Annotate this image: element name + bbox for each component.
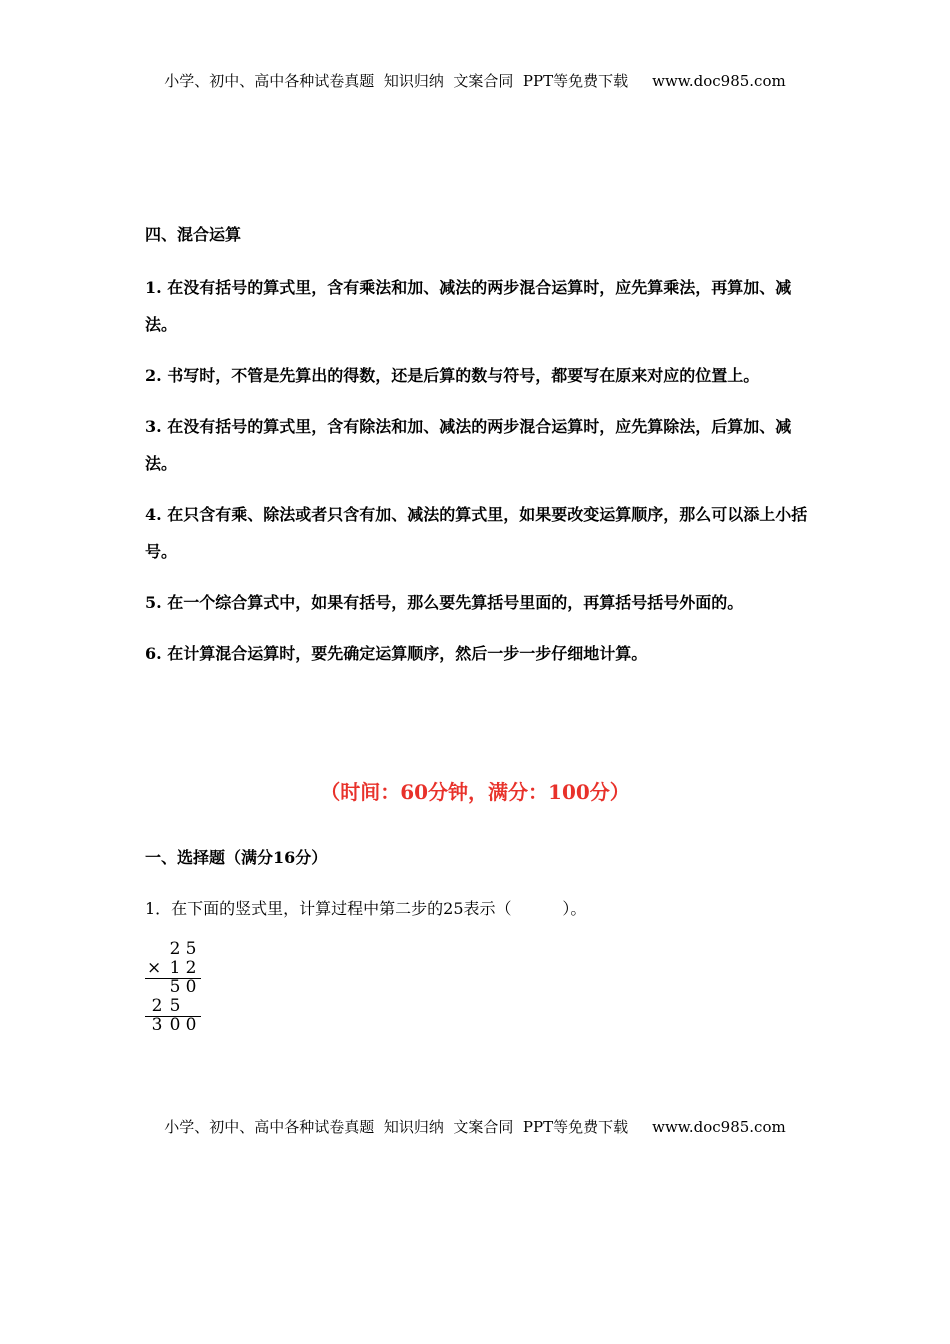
vertical-row-partial-1 <box>145 978 201 997</box>
times-sign: × <box>147 958 162 978</box>
header-site[interactable]: www.doc985.com <box>652 72 786 90</box>
digit: 0 <box>185 1015 197 1035</box>
vertical-row-multiplier <box>145 959 201 978</box>
digit: 2 <box>185 958 197 978</box>
rule-item: 1. 在没有括号的算式里，含有乘法和加、减法的两步混合运算时，应先算乘法，再算加、减法。 <box>145 278 792 334</box>
question-1: 1．在下面的竖式里，计算过程中第二步的25表示（ ）。 <box>145 899 587 918</box>
digit: 2 <box>151 996 163 1016</box>
vertical-row-partial-2 <box>145 997 201 1016</box>
exam-time-line: （时间：60分钟，满分：100分） <box>320 780 630 804</box>
digit: 0 <box>169 1015 181 1035</box>
vertical-row-result <box>145 1016 201 1035</box>
digit: 1 <box>169 958 181 978</box>
choice-section-title: 一、选择题（满分16分） <box>145 848 328 867</box>
rules-list <box>145 269 810 686</box>
vertical-row-multiplicand <box>145 940 201 959</box>
digit: 0 <box>185 977 197 997</box>
digit: 3 <box>151 1015 163 1035</box>
digit: 2 <box>169 939 181 959</box>
rule-item: 5. 在一个综合算式中，如果有括号，那么要先算括号里面的，再算括号括号外面的。 <box>145 593 744 612</box>
rule-item: 4. 在只含有乘、除法或者只含有加、减法的算式里，如果要改变运算顺序，那么可以添上小括号。 <box>145 505 808 561</box>
section-title: 四、混合运算 <box>145 225 242 244</box>
page-footer <box>0 1116 950 1137</box>
rule-item: 6. 在计算混合运算时，要先确定运算顺序，然后一步一步仔细地计算。 <box>145 644 648 663</box>
page-header <box>0 70 950 91</box>
header-text: 小学、初中、高中各种试卷真题 知识归纳 文案合同 PPT等免费下载 <box>164 72 629 90</box>
digit: 5 <box>185 939 197 959</box>
digit: 5 <box>169 996 181 1016</box>
rule-item: 3. 在没有括号的算式里，含有除法和加、减法的两步混合运算时，应先算除法，后算加、减法。 <box>145 417 792 473</box>
rule-item: 2. 书写时，不管是先算出的得数，还是后算的数与符号，都要写在原来对应的位置上。 <box>145 366 760 385</box>
footer-text: 小学、初中、高中各种试卷真题 知识归纳 文案合同 PPT等免费下载 <box>164 1118 629 1136</box>
digit: 5 <box>169 977 181 997</box>
footer-site[interactable]: www.doc985.com <box>652 1118 786 1136</box>
